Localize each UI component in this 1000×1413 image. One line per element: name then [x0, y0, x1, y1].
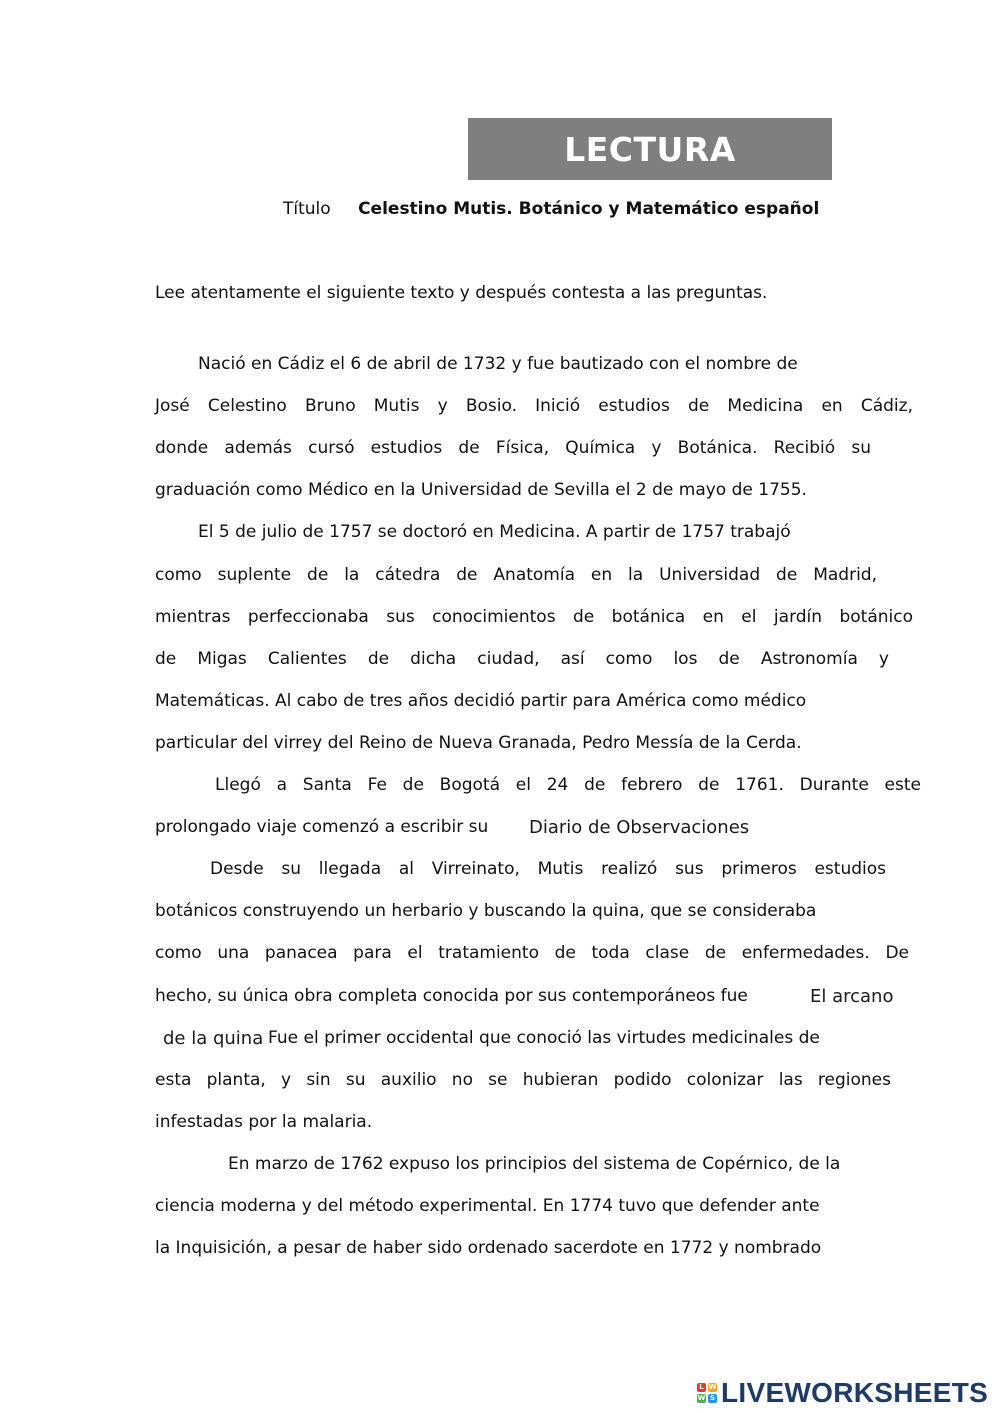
logo-text: LIVEWORKSHEETS [721, 1377, 989, 1408]
text-line: esta planta, y sin su auxilio no se hubieran podido colonizar las regiones [155, 1070, 891, 1090]
title-label: Título [283, 199, 331, 219]
logo-letter-w: W [708, 1383, 717, 1391]
answer-field-arcano-2[interactable]: de la quina [163, 1028, 264, 1049]
text-line: mientras perfeccionaba sus conocimientos de botánica en el jardín botánico [155, 607, 913, 627]
text-line: El 5 de julio de 1757 se doctoró en Medicina. A partir de 1757 trabajó [198, 522, 791, 542]
text-line: José Celestino Bruno Mutis y Bosio. Inició estudios de Medicina en Cádiz, [155, 396, 913, 416]
text-line: Llegó a Santa Fe de Bogotá el 24 de febrero de 1761. Durante este [215, 775, 921, 795]
text-line: particular del virrey del Reino de Nueva Granada, Pedro Messía de la Cerda. [155, 733, 802, 753]
text-line: de Migas Calientes de dicha ciudad, así como los de Astronomía y [155, 649, 889, 669]
answer-field-arcano-1[interactable]: El arcano [810, 986, 894, 1007]
text-line: ciencia moderna y del método experimental. En 1774 tuvo que defender ante [155, 1196, 820, 1216]
logo-letter-s: S [709, 1394, 716, 1402]
text-line: Matemáticas. Al cabo de tres años decidió partir para América como médico [155, 691, 807, 711]
text-line: prolongado viaje comenzó a escribir su [155, 817, 489, 837]
text-line: graduación como Médico en la Universidad de Sevilla el 2 de mayo de 1755. [155, 480, 807, 500]
instruction-text: Lee atentamente el siguiente texto y después contesta a las preguntas. [155, 283, 768, 303]
text-line: hecho, su única obra completa conocida por sus contemporáneos fue [155, 986, 748, 1006]
title-value: Celestino Mutis. Botánico y Matemático español [358, 199, 820, 219]
liveworksheets-logo [697, 1378, 988, 1408]
logo-grid-icon [697, 1383, 717, 1403]
text-line: como una panacea para el tratamiento de toda clase de enfermedades. De [155, 943, 909, 963]
title-line [283, 199, 819, 219]
text-line: la Inquisición, a pesar de haber sido ordenado sacerdote en 1772 y nombrado [155, 1238, 822, 1258]
section-header [468, 118, 832, 180]
text-line: En marzo de 1762 expuso los principios del sistema de Copérnico, de la [228, 1154, 841, 1174]
text-line: Nació en Cádiz el 6 de abril de 1732 y fue bautizado con el nombre de [198, 354, 798, 374]
section-header-title: LECTURA [564, 129, 736, 169]
answer-field-diario[interactable]: Diario de Observaciones [529, 817, 750, 838]
text-line: Fue el primer occidental que conoció las virtudes medicinales de [268, 1028, 820, 1048]
text-line: infestadas por la malaria. [155, 1112, 373, 1132]
text-line: como suplente de la cátedra de Anatomía en la Universidad de Madrid, [155, 565, 877, 585]
text-line: donde además cursó estudios de Física, Química y Botánica. Recibió su [155, 438, 871, 458]
text-line: botánicos construyendo un herbario y buscando la quina, que se consideraba [155, 901, 817, 921]
logo-letter-w2: W [697, 1394, 706, 1402]
logo-letter-l: L [697, 1383, 706, 1392]
text-line: Desde su llegada al Virreinato, Mutis realizó sus primeros estudios [210, 859, 886, 879]
